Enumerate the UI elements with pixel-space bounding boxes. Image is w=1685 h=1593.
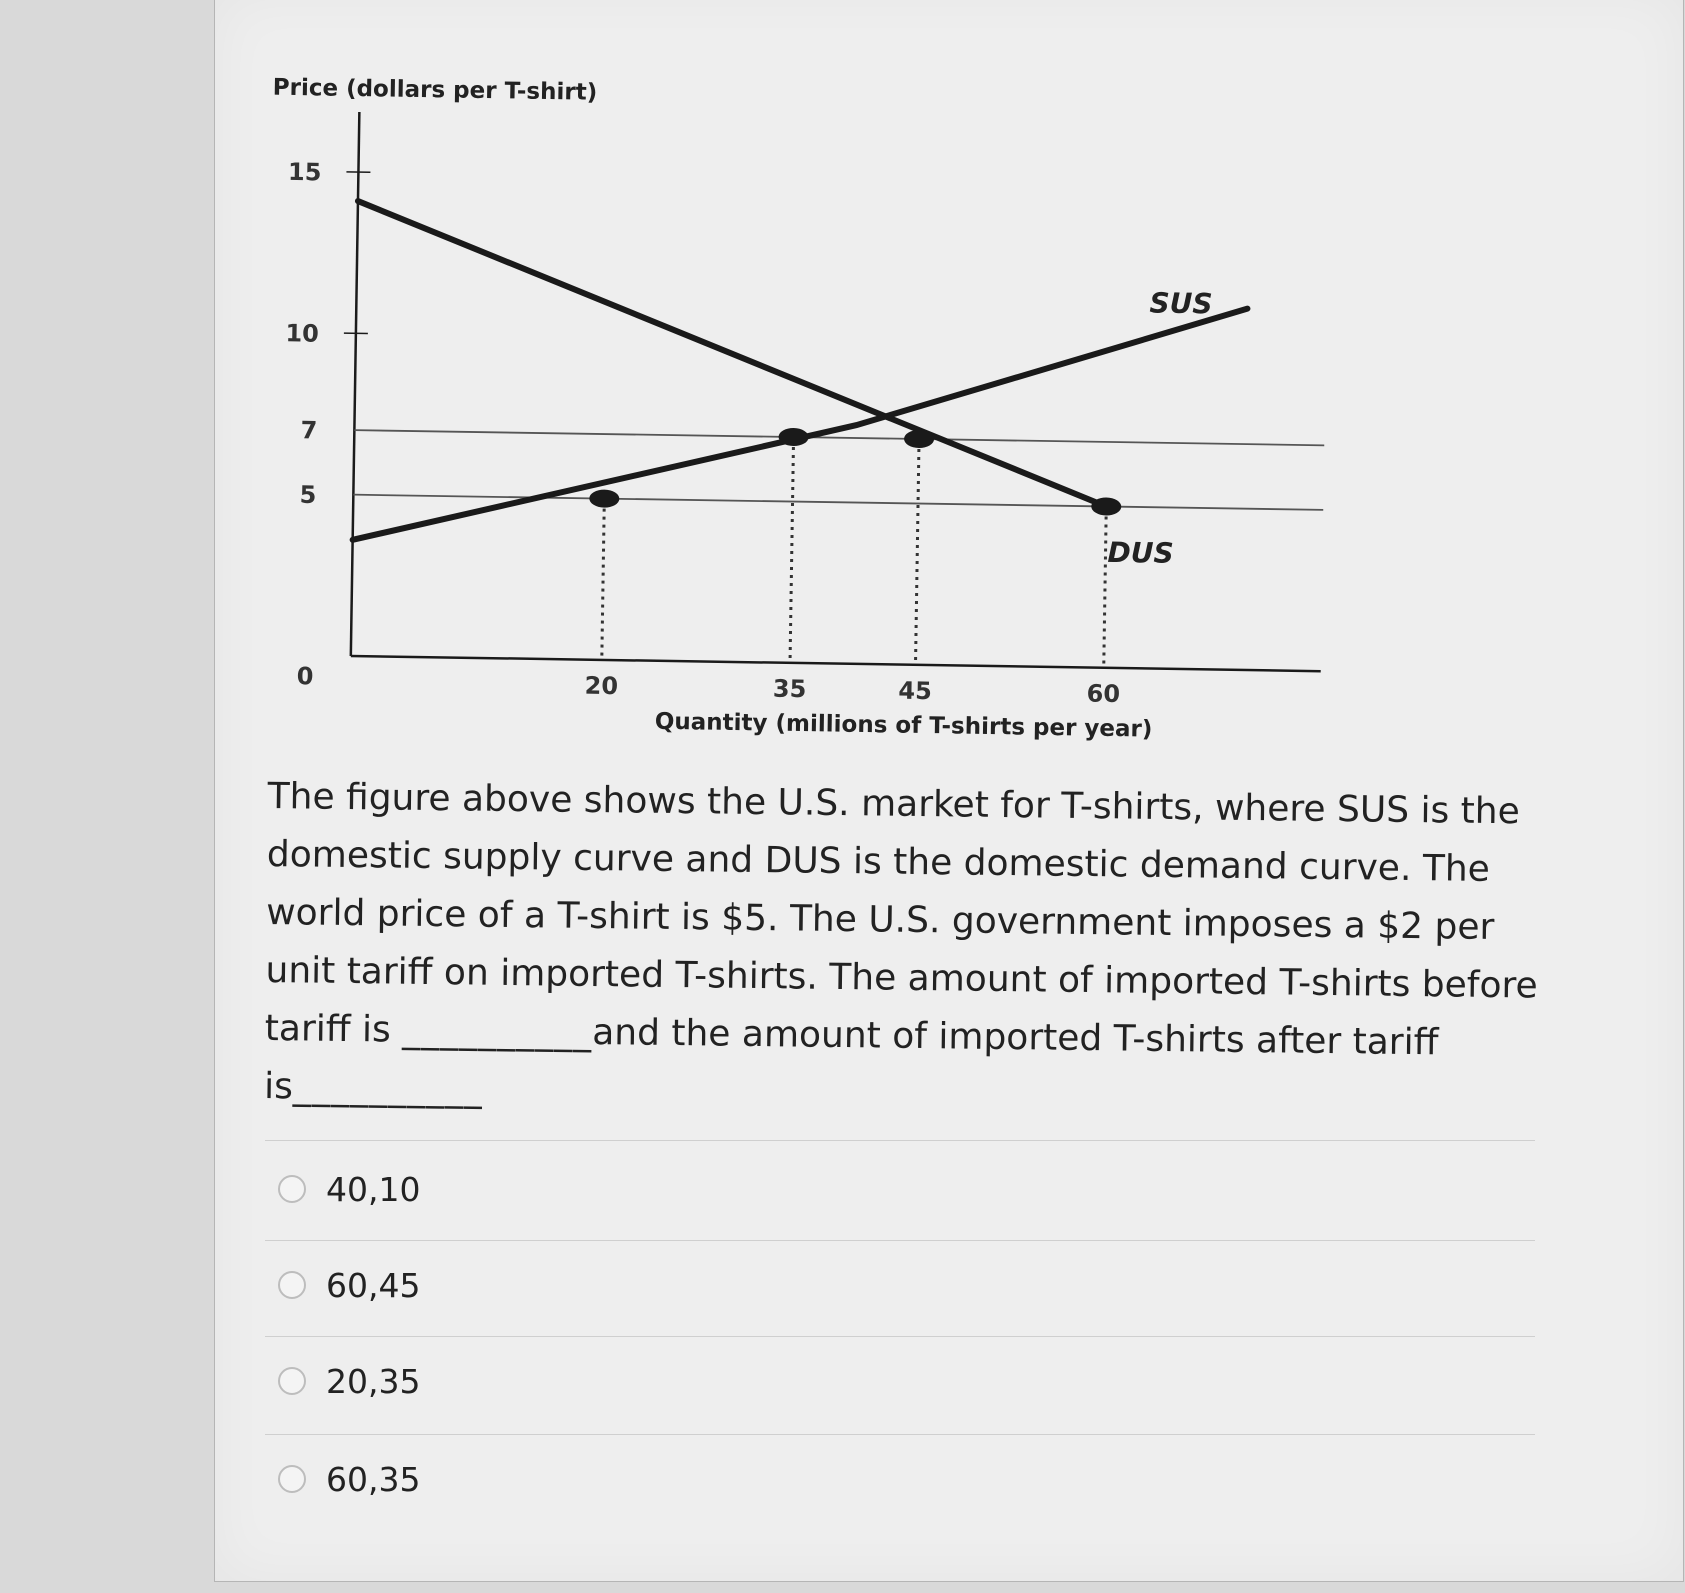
- radio-circle-icon[interactable]: [278, 1175, 306, 1203]
- option-label: 60,35: [326, 1459, 421, 1499]
- question-body: The figure above shows the U.S. market for T-shirts, where SUS is the domestic supply curve and DUS is the domestic demand curve. The world price of a T-shirt is $5. The U.S. government imposes a $2 per unit tariff on imported T-shirts. The amount of imported T-shirts before tariff is: [264, 775, 1538, 1051]
- x-axis: [351, 656, 1321, 671]
- radio-circle-icon[interactable]: [278, 1271, 306, 1299]
- guide-line-20: [602, 509, 604, 656]
- answer-blank-1: __________: [401, 1009, 593, 1053]
- divider: [265, 1434, 1535, 1435]
- x-tick-label-60: 60: [1086, 679, 1121, 709]
- option-20-35[interactable]: [278, 1358, 420, 1404]
- option-60-35[interactable]: [278, 1456, 420, 1502]
- demand-curve-label: DUS: [1107, 535, 1174, 570]
- radio-circle-icon[interactable]: [278, 1367, 306, 1395]
- x-tick-label-45: 45: [898, 676, 933, 706]
- point-q60-p5: [1091, 497, 1121, 515]
- guide-line-35: [790, 447, 793, 659]
- y-tick-label-7: 7: [300, 416, 318, 445]
- answer-blank-2: __________: [292, 1066, 484, 1110]
- world-price-tariff-line: [354, 430, 1324, 445]
- x-tick-label-20: 20: [584, 671, 619, 701]
- option-60-45[interactable]: [278, 1262, 420, 1308]
- y-tick-label-15: 15: [287, 157, 322, 187]
- x-axis-title: Quantity (millions of T-shirts per year): [654, 708, 1153, 743]
- y-axis: [351, 112, 360, 656]
- option-label: 20,35: [326, 1361, 421, 1401]
- domestic-demand-curve: [353, 201, 1111, 506]
- y-tick-label-10: 10: [285, 319, 320, 348]
- option-40-10[interactable]: [278, 1166, 420, 1212]
- option-label: 40,10: [326, 1169, 421, 1209]
- guide-line-45: [916, 449, 919, 661]
- divider: [265, 1240, 1535, 1241]
- divider: [265, 1140, 1535, 1141]
- domestic-supply-curve: [353, 295, 1248, 554]
- guide-line-60: [1104, 516, 1106, 663]
- x-tick-label-35: 35: [772, 674, 807, 704]
- divider: [265, 1336, 1535, 1337]
- question-text: [264, 768, 1558, 1132]
- question-mid: and the amount of imported T-shirts after tariff is: [263, 1011, 1439, 1108]
- y-tick-label-5: 5: [299, 480, 317, 510]
- option-label: 60,45: [326, 1265, 421, 1305]
- y-axis-title: Price (dollars per T-shirt): [272, 74, 598, 106]
- point-q20-p5: [589, 489, 619, 507]
- supply-demand-chart: [0, 0, 1685, 760]
- origin-label: 0: [296, 662, 314, 691]
- supply-curve-label: SUS: [1149, 286, 1213, 321]
- radio-circle-icon[interactable]: [278, 1465, 306, 1493]
